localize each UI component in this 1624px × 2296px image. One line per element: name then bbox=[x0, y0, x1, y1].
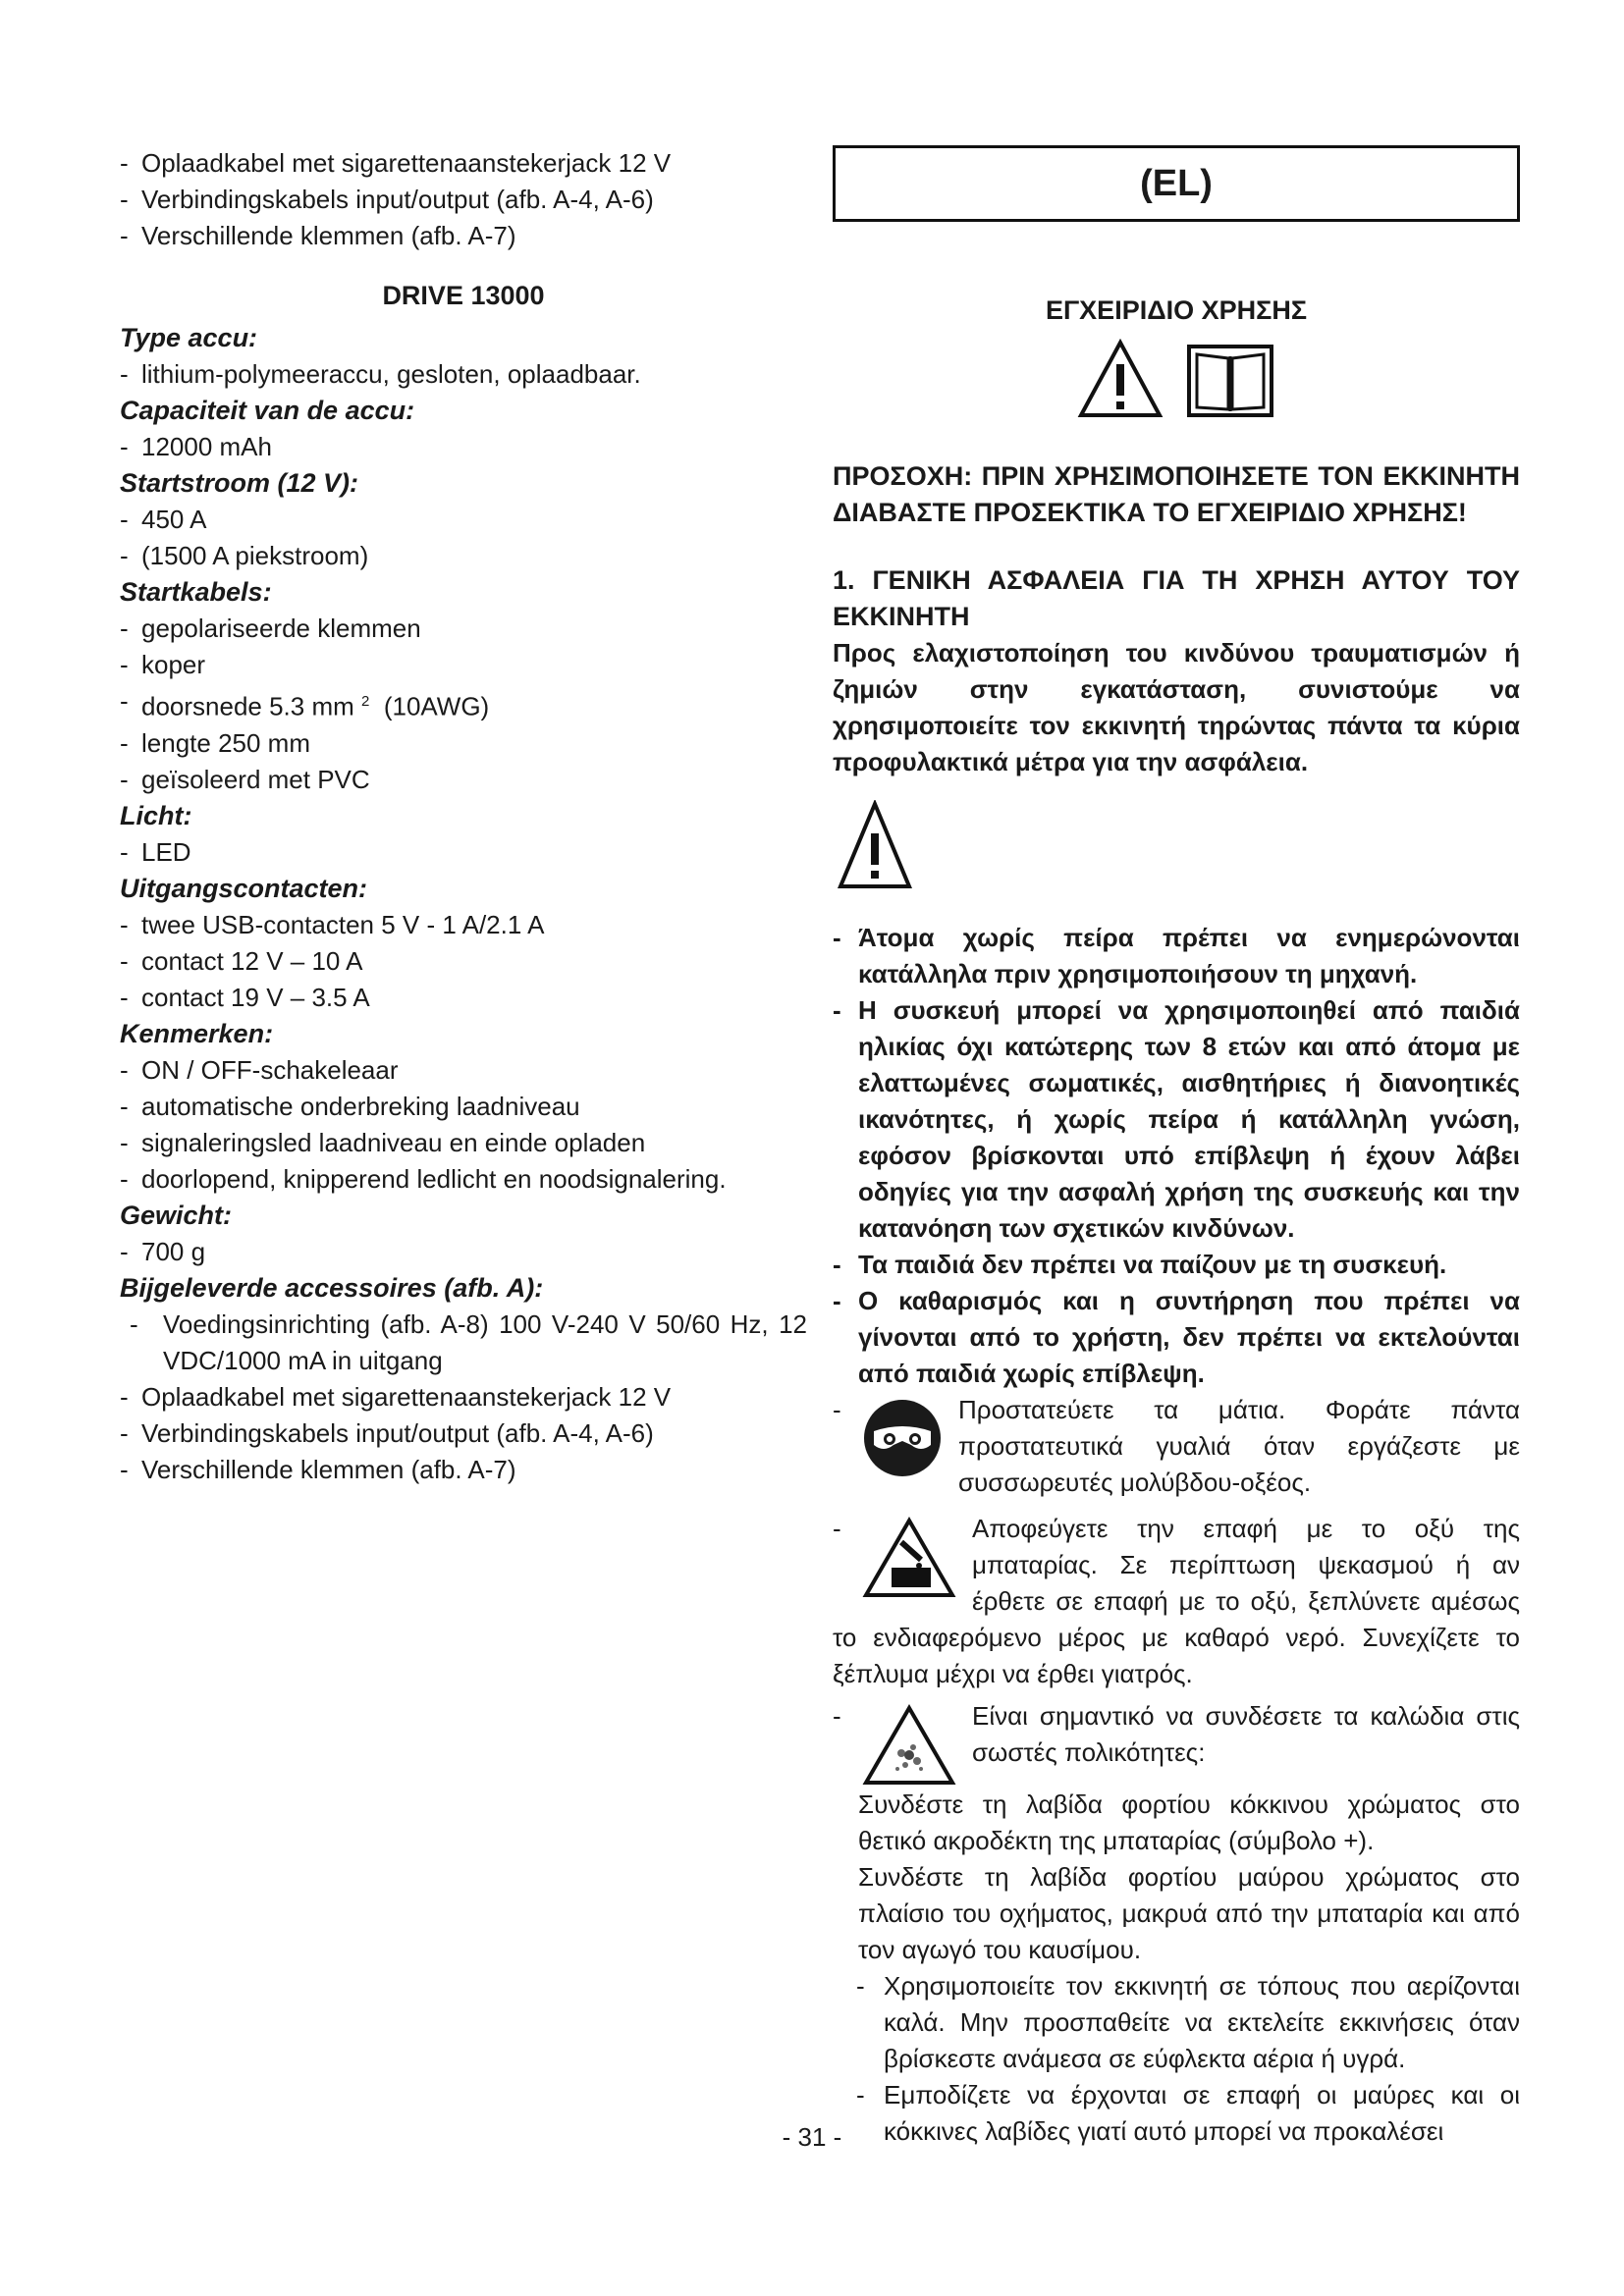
acid-hazard-icon bbox=[862, 1517, 956, 1599]
list-item: - ON / OFF-schakeleaar bbox=[120, 1052, 807, 1089]
right-column bbox=[833, 145, 1520, 2150]
list-item: - 700 g bbox=[120, 1234, 807, 1270]
list-item: - Ο καθαρισμός και η συντήρηση που πρέπει να γίνονται από το χρήστη, δεν πρέπει να εκτελούνται από παιδιά χωρίς επίβλεψη. bbox=[833, 1283, 1520, 1392]
manual-title: ΕΓΧΕΙΡΙΔΙΟ ΧΡΗΣΗΣ bbox=[1045, 295, 1308, 325]
list-item: - automatische onderbreking laadniveau bbox=[120, 1089, 807, 1125]
list-item: - doorlopend, knipperend ledlicht en noodsignalering. bbox=[120, 1161, 807, 1198]
list-item: - Τα παιδιά δεν πρέπει να παίζουν με τη συσκευή. bbox=[833, 1247, 1520, 1283]
polarity-item: - Είναι σημαντικό να συνδέσετε τα καλώδια στις σωστές πολικότητες: bbox=[833, 1698, 1520, 1771]
list-item: - Εμποδίζετε να έρχονται σε επαφή οι μαύρες και οι κόκκινες λαβίδες γιατί αυτό μπορεί να προκαλέσει bbox=[846, 2077, 1520, 2150]
goggles-text: Προστατεύετε τα μάτια. Φοράτε πάντα προστατευτικά γυαλιά όταν εργάζεστε με συσσωρευτές μολύβδου-οξέος. bbox=[958, 1395, 1520, 1497]
cable-section-suffix: (10AWG) bbox=[383, 691, 490, 721]
section-title: 1. ΓΕΝΙΚΗ ΑΣΦΑΛΕΙΑ ΓΙΑ ΤΗ ΧΡΗΣΗ ΑΥΤΟΥ ΤΟΥ ΕΚΚΙΝΗΤΗ bbox=[833, 565, 1520, 631]
acid-item: - Αποφεύγετε την επαφή με το οξύ της μπαταρίας. Σε περίπτωση ψεκασμού ή αν έρθετε σε επαφή με το οξύ, ξεπλύνετε αμέσως το ενδιαφερόμενο μέρος με καθαρό νερό. Συνεχίζετε το ξέπλυμα μέχρι να έρθει γιατρός. bbox=[833, 1514, 1520, 1688]
list-item: - Verbindingskabels input/output (afb. A-4, A-6) bbox=[120, 182, 807, 218]
safety-goggles-icon bbox=[862, 1398, 943, 1478]
list-item: - Η συσκευή μπορεί να χρησιμοποιηθεί από παιδιά ηλικίας όχι κατώτερης των 8 ετών και από άτομα με ελαττωμένες σωματικές, αισθητήριες ή διανοητικές ικανότητες, ή χωρίς πείρα ή κατάλληλη γνώση, εφόσον βρίσκονται υπό επίβλεψη ή έχουν λάβει οδηγίες για την ασφαλή χρήση της συσκευής και την κατανόηση των σχετικών κινδύνων. bbox=[833, 992, 1520, 1247]
intro-list bbox=[120, 145, 807, 254]
model-title: DRIVE 13000 bbox=[382, 281, 545, 310]
open-manual-icon bbox=[1185, 339, 1275, 419]
list-item: - (1500 A piekstroom) bbox=[120, 538, 807, 574]
list-item: - Άτομα χωρίς πείρα πρέπει να ενημερώνονται κατάλληλα πριν χρησιμοποιήσουν τη μηχανή. bbox=[833, 920, 1520, 992]
type-label: Type accu: bbox=[120, 323, 258, 352]
list-item: - signaleringsled laadniveau en einde opladen bbox=[120, 1125, 807, 1161]
symbols-row bbox=[833, 339, 1520, 419]
list-item: - contact 12 V – 10 A bbox=[120, 943, 807, 980]
left-column bbox=[120, 145, 807, 1488]
list-item: - Voedingsinrichting (afb. A-8) 100 V-240 V 50/60 Hz, 12 VDC/1000 mA in uitgang bbox=[120, 1307, 807, 1379]
cable-section-prefix: doorsnede 5.3 mm bbox=[141, 691, 354, 721]
list-item: - twee USB-contacten 5 V - 1 A/2.1 A bbox=[120, 907, 807, 943]
cable-section-sup: 2 bbox=[361, 693, 370, 710]
startcurrent-label: Startstroom (12 V): bbox=[120, 468, 359, 498]
language-box: (EL) bbox=[833, 145, 1520, 222]
list-item: - LED bbox=[120, 834, 807, 871]
red-clamp-text: Συνδέστε τη λαβίδα φορτίου κόκκινου χρώματος στο θετικό ακροδέκτη της μπαταρίας (σύμβολο +). bbox=[858, 1789, 1520, 1855]
list-item: - Χρησιμοποιείτε τον εκκινητή σε τόπους που αερίζονται καλά. Μην προσπαθείτε να εκτελείτε εκκινήσεις όταν βρίσκεστε ανάμεσα σε εύφλεκτα αέρια ή υγρά. bbox=[846, 1968, 1520, 2077]
outputs-label: Uitgangscontacten: bbox=[120, 873, 368, 903]
warning-triangle-icon bbox=[837, 800, 1520, 900]
list-item: - gepolariseerde klemmen bbox=[120, 611, 807, 647]
list-item: - lithium-polymeeraccu, gesloten, oplaadbaar. bbox=[120, 356, 807, 393]
page-number: - 31 - bbox=[782, 2122, 842, 2152]
list-item: - Verschillende klemmen (afb. A-7) bbox=[120, 1452, 807, 1488]
polarity-text: Είναι σημαντικό να συνδέσετε τα καλώδια στις σωστές πολικότητες: bbox=[972, 1701, 1520, 1767]
cables-label: Startkabels: bbox=[120, 577, 272, 607]
acid-text: Αποφεύγετε την επαφή με το οξύ της μπαταρίας. Σε περίπτωση ψεκασμού ή αν έρθετε σε επαφή με το οξύ, ξεπλύνετε αμέσως το ενδιαφερόμενο μέρος με καθαρό νερό. Συνεχίζετε το ξέπλυμα μέχρι να έρθει γιατρός. bbox=[833, 1514, 1520, 1688]
list-item: - contact 19 V – 3.5 A bbox=[120, 980, 807, 1016]
list-item: - lengte 250 mm bbox=[120, 725, 807, 762]
list-item bbox=[120, 683, 807, 725]
list-item: - 12000 mAh bbox=[120, 429, 807, 465]
section-body: Προς ελαχιστοποίηση του κινδύνου τραυματισμών ή ζημιών στην εγκατάσταση, συνιστούμε να χρησιμοποιείτε τον εκκινητή τηρώντας πάντα τα κύρια προφυλακτικά μέτρα για την ασφάλεια. bbox=[833, 638, 1520, 776]
black-clamp-text: Συνδέστε τη λαβίδα φορτίου μαύρου χρώματος στο πλαίσιο του οχήματος, μακρυά από την μπαταρία και από τον αγωγό του καυσίμου. bbox=[858, 1862, 1520, 1964]
list-item: - Verbindingskabels input/output (afb. A-4, A-6) bbox=[120, 1415, 807, 1452]
list-item: - geïsoleerd met PVC bbox=[120, 762, 807, 798]
list-item: - Verschillende klemmen (afb. A-7) bbox=[120, 218, 807, 254]
list-item: - Oplaadkabel met sigarettenaanstekerjack 12 V bbox=[120, 145, 807, 182]
spark-hazard-icon bbox=[862, 1704, 956, 1787]
features-label: Kenmerken: bbox=[120, 1018, 274, 1048]
list-item: - koper bbox=[120, 647, 807, 683]
goggles-item: - Προστατεύετε τα μάτια. Φοράτε πάντα προστατευτικά γυαλιά όταν εργάζεστε με συσσωρευτές μολύβδου-οξέος. bbox=[833, 1395, 1520, 1497]
weight-label: Gewicht: bbox=[120, 1200, 233, 1230]
warning-triangle-icon bbox=[1077, 339, 1164, 419]
warning-heading: ΠΡΟΣΟΧΗ: ΠΡΙΝ ΧΡΗΣΙΜΟΠΟΙΗΣΕΤΕ ΤΟΝ ΕΚΚΙΝΗΤΗ ΔΙΑΒΑΣΤΕ ΠΡΟΣΕΚΤΙΚΑ ΤΟ ΕΓΧΕΙΡΙΔΙΟ ΧΡΗΣΗΣ! bbox=[833, 461, 1520, 527]
list-item: - Oplaadkabel met sigarettenaanstekerjack 12 V bbox=[120, 1379, 807, 1415]
light-label: Licht: bbox=[120, 800, 192, 830]
list-item: - 450 A bbox=[120, 502, 807, 538]
capacity-label: Capaciteit van de accu: bbox=[120, 396, 415, 425]
accessories-label: Bijgeleverde accessoires (afb. A): bbox=[120, 1272, 544, 1303]
